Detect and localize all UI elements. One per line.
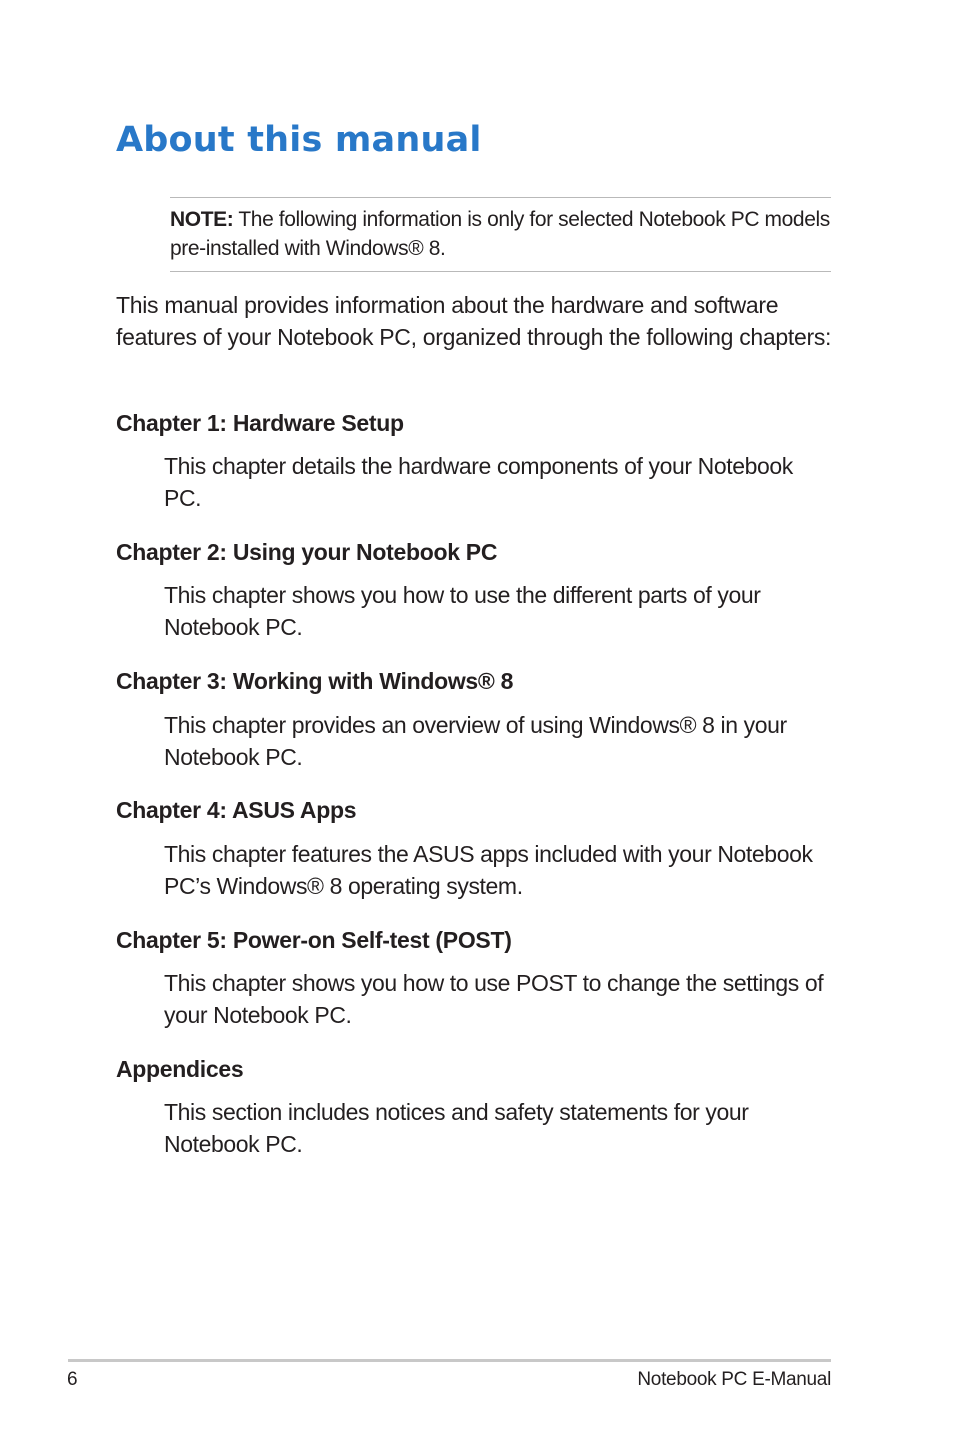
- intro-paragraph: This manual provides information about the hardware and software features of your Notebook PC, organized through the following chapters:: [116, 292, 832, 350]
- chapter-1-heading: Chapter 1: Hardware Setup: [116, 410, 404, 436]
- chapter-2-heading: Chapter 2: Using your Notebook PC: [116, 539, 498, 565]
- appendices-description: This section includes notices and safety statements for your Notebook PC.: [164, 1099, 749, 1157]
- chapter-4-description: This chapter features the ASUS apps included with your Notebook PC’s Windows® 8 operating system.: [164, 841, 813, 899]
- chapter-5-description: This chapter shows you how to use POST to change the settings of your Notebook PC.: [164, 970, 824, 1028]
- footer-document-title: Notebook PC E-Manual: [637, 1369, 831, 1390]
- chapter-2-description: This chapter shows you how to use the different parts of your Notebook PC.: [164, 582, 761, 640]
- page-title: About this manual: [116, 120, 482, 160]
- note-box: [170, 197, 831, 272]
- note-body: The following information is only for selected Notebook PC models pre-installed with Windows® 8.: [170, 208, 830, 260]
- page-number: 6: [67, 1369, 78, 1390]
- chapter-4-heading: Chapter 4: ASUS Apps: [116, 797, 357, 823]
- chapter-5-heading: Chapter 5: Power-on Self-test (POST): [116, 927, 512, 953]
- chapter-3-heading: Chapter 3: Working with Windows® 8: [116, 668, 514, 694]
- chapter-3-description: This chapter provides an overview of using Windows® 8 in your Notebook PC.: [164, 712, 787, 770]
- note-text: [170, 205, 831, 263]
- chapter-1-description: This chapter details the hardware components of your Notebook PC.: [164, 453, 793, 511]
- note-label: NOTE:: [170, 208, 234, 231]
- footer-rule: [68, 1359, 831, 1362]
- appendices-heading: Appendices: [116, 1056, 244, 1082]
